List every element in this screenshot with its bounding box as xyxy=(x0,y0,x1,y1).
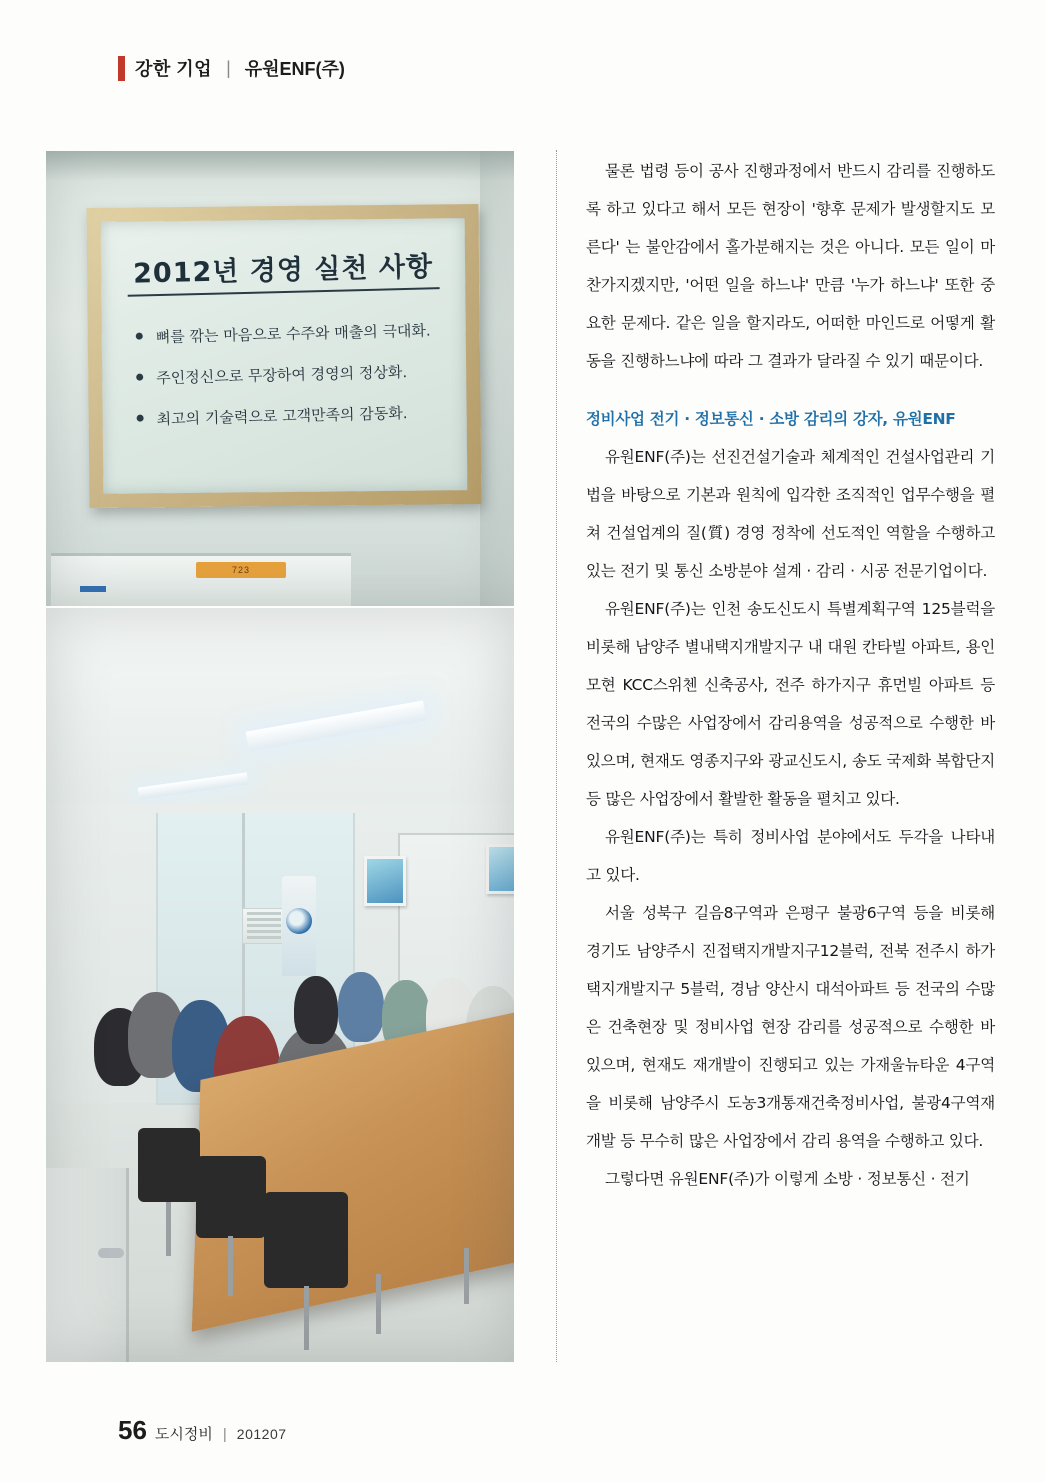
sign-title: 2012년 경영 실천 사항 xyxy=(127,244,440,297)
body-paragraph: 물론 법령 등이 공사 진행과정에서 반드시 감리를 진행하도록 하고 있다고 해서 모든 현장이 '향후 문제가 발생할지도 모른다' 는 불안감에서 홀가분해지는 것은 아니다. 모든 일이 마찬가지겠지만, '어떤 일을 하느냐' 만큼 '누가 하느냐' 또한 중요한 문제다. 같은 일을 할지라도, 어떠한 마인드로 어떻게 활동을 진행하느냐에 따라 그 결과가 달라질 수 있기 때문이다. xyxy=(586,162,995,370)
header-company: 유원ENF(주) xyxy=(244,59,345,79)
office-chair xyxy=(196,1156,266,1238)
photo-meeting-room xyxy=(46,608,514,1362)
sign-board xyxy=(101,218,468,494)
whiteboard xyxy=(51,553,351,606)
wall-picture xyxy=(364,856,406,906)
flag-emblem-icon xyxy=(286,908,312,934)
page-header xyxy=(118,55,345,81)
whiteboard-label: 723 xyxy=(196,562,286,578)
sign-item: 최고의 기술력으로 고객만족의 감동화. xyxy=(136,401,444,430)
office-chair xyxy=(264,1192,348,1288)
sign-item: 주인정신으로 무장하여 경영의 정상화. xyxy=(136,360,444,389)
chair-leg xyxy=(464,1248,469,1304)
sign-frame xyxy=(86,204,481,508)
door-handle-icon xyxy=(98,1248,124,1258)
photo-top-shadow xyxy=(46,151,514,181)
publication-name: 도시정비 xyxy=(154,1426,213,1443)
footer-separator: | xyxy=(222,1426,227,1443)
whiteboard-marker xyxy=(80,586,106,592)
issue-number: 201207 xyxy=(236,1426,287,1442)
chair-leg xyxy=(376,1274,381,1334)
chair-leg xyxy=(166,1202,171,1256)
sign-item: 뼈를 깎는 마음으로 수주와 매출의 극대화. xyxy=(136,319,444,348)
section-subheading: 정비사업 전기 · 정보통신 · 소방 감리의 강자, 유원ENF xyxy=(586,410,956,428)
header-category: 강한 기업 xyxy=(135,59,213,79)
header-separator: | xyxy=(226,57,231,78)
body-paragraph: 유원ENF(주)는 선진건설기술과 체계적인 건설사업관리 기법을 바탕으로 기본과 원칙에 입각한 조직적인 업무수행을 펼쳐 건설업계의 질(質) 경영 정착에 선도적인 역할을 수행하고 있는 전기 및 통신 소방분야 설계 · 감리 · 시공 전문기업이다. xyxy=(586,448,995,580)
page-footer xyxy=(118,1415,287,1446)
body-paragraph: 유원ENF(주)는 특히 정비사업 분야에서도 두각을 나타내고 있다. xyxy=(586,828,995,884)
photo-wall-side-panel xyxy=(480,151,514,606)
air-conditioner-icon xyxy=(242,908,286,944)
header-accent-bar xyxy=(118,56,125,81)
meeting-attendee xyxy=(338,972,384,1042)
body-paragraph: 유원ENF(주)는 인천 송도신도시 특별계획구역 125블럭을 비롯해 남양주 별내택지개발지구 내 대원 칸타빌 아파트, 용인 모현 KCC스위첸 신축공사, 전주 하가지구 휴먼빌 아파트 등 전국의 수많은 사업장에서 감리용역을 성공적으로 수행한 바 있으며, 현재도 영종지구와 광교신도시, 송도 국제화 복합단지 등 많은 사업장에서 활발한 활동을 펼치고 있다. xyxy=(586,600,995,808)
entry-door xyxy=(46,1168,129,1362)
office-chair xyxy=(138,1128,200,1202)
body-paragraph: 그렇다면 유원ENF(주)가 이렇게 소방 · 정보통신 · 전기 xyxy=(605,1170,970,1188)
meeting-attendee xyxy=(294,976,338,1044)
column-divider xyxy=(556,150,558,1362)
wall-picture xyxy=(486,844,514,894)
page-number: 56 xyxy=(118,1415,147,1445)
body-paragraph: 서울 성북구 길음8구역과 은평구 불광6구역 등을 비롯해 경기도 남양주시 진접택지개발지구12블럭, 전북 전주시 하가택지개발지구 5블럭, 경남 양산시 대석아파트 등 전국의 수많은 건축현장 및 정비사업 현장 감리를 성공적으로 수행한 바 있으며, 현재도 재개발이 진행되고 있는 가재울뉴타운 4구역을 비롯해 남양주시 도농3개통재건축정비사업, 불광4구역재개발 등 무수히 많은 사업장에서 감리 용역을 수행하고 있다. xyxy=(586,904,995,1150)
photo-management-goals-sign xyxy=(46,151,514,606)
article-body-column xyxy=(586,152,995,1198)
room-ceiling xyxy=(46,608,514,818)
chair-leg xyxy=(228,1236,233,1296)
chair-leg xyxy=(304,1286,309,1350)
sign-item-list xyxy=(136,321,445,427)
